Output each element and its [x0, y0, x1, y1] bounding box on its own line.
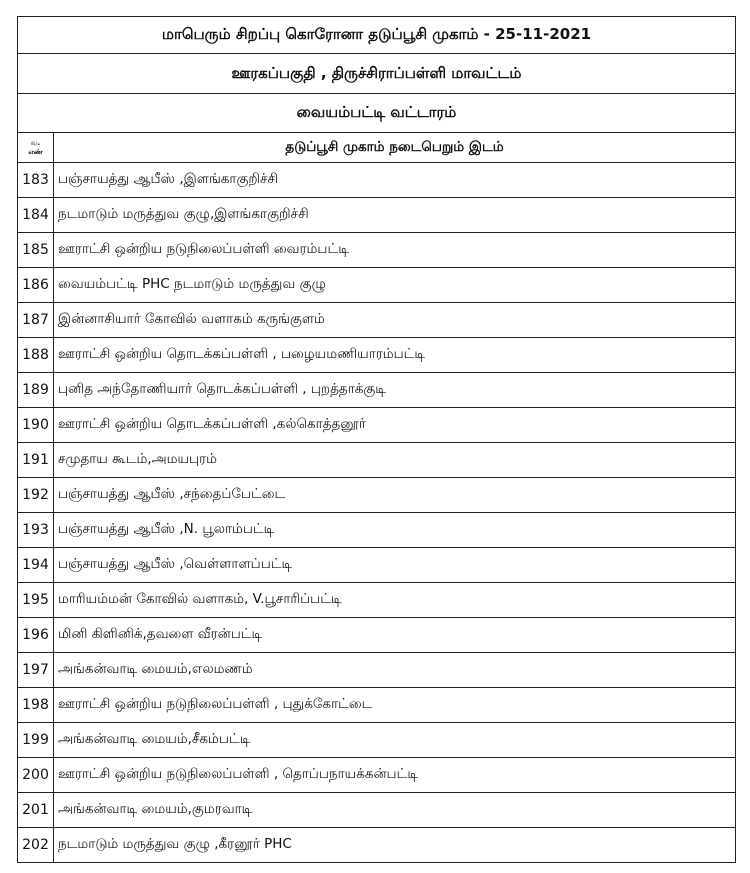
table-row: [18, 233, 736, 268]
table-row: [18, 513, 736, 548]
camp-location: பஞ்சாயத்து ஆபீஸ் ,N. பூலாம்பட்டி: [54, 513, 736, 548]
serial-number: 183: [18, 163, 54, 198]
serial-number: 184: [18, 198, 54, 233]
camp-location: சமுதாய கூடம்,அமயபுரம்: [54, 443, 736, 478]
table-row: [18, 443, 736, 478]
serial-number: 199: [18, 723, 54, 758]
table-row: [18, 618, 736, 653]
camp-location: அங்கன்வாடி மையம்,குமரவாடி: [54, 793, 736, 828]
serial-number: 188: [18, 338, 54, 373]
table-row: [18, 373, 736, 408]
serial-number: 189: [18, 373, 54, 408]
camp-location: ஊராட்சி ஒன்றிய தொடக்கப்பள்ளி , பழையமணியாரம்பட்டி: [54, 338, 736, 373]
serial-header: [18, 133, 54, 163]
camp-location: மினி கிளினிக்,தவளை வீரன்பட்டி: [54, 618, 736, 653]
serial-number: 201: [18, 793, 54, 828]
table-row: [18, 793, 736, 828]
table-row: [18, 583, 736, 618]
serial-number: 193: [18, 513, 54, 548]
camp-location: வையம்பட்டி PHC நடமாடும் மருத்துவ குழு: [54, 268, 736, 303]
block-title: வையம்பட்டி வட்டாரம்: [18, 94, 736, 133]
camp-location: அங்கன்வாடி மையம்,எலமணம்: [54, 653, 736, 688]
serial-header-line2: எண்: [28, 147, 43, 156]
serial-number: 195: [18, 583, 54, 618]
camp-location: பஞ்சாயத்து ஆபீஸ் ,இளங்காகுறிச்சி: [54, 163, 736, 198]
camp-location: ஊராட்சி ஒன்றிய நடுநிலைப்பள்ளி , தொப்பநாயக்கன்பட்டி: [54, 758, 736, 793]
serial-number: 191: [18, 443, 54, 478]
table-row: [18, 163, 736, 198]
serial-number: 186: [18, 268, 54, 303]
camp-title: மாபெரும் சிறப்பு கொரோனா தடுப்பூசி முகாம் - 25-11-2021: [18, 17, 736, 54]
table-row: [18, 408, 736, 443]
camp-location: புனித அந்தோணியார் தொடக்கப்பள்ளி , புறத்தாக்குடி: [54, 373, 736, 408]
camp-location: ஊராட்சி ஒன்றிய நடுநிலைப்பள்ளி , புதுக்கோட்டை: [54, 688, 736, 723]
column-header-row: [18, 133, 736, 163]
camp-location: நடமாடும் மருத்துவ குழு ,கீரனூர் PHC: [54, 828, 736, 863]
camp-location: பஞ்சாயத்து ஆபீஸ் ,வெள்ளாளப்பட்டி: [54, 548, 736, 583]
camp-location: ஊராட்சி ஒன்றிய நடுநிலைப்பள்ளி வைரம்பட்டி: [54, 233, 736, 268]
camp-location: அங்கன்வாடி மையம்,சீகம்பட்டி: [54, 723, 736, 758]
camp-location: நடமாடும் மருத்துவ குழு,இளங்காகுறிச்சி: [54, 198, 736, 233]
camp-location: மாரியம்மன் கோவில் வளாகம், V.பூசாரிப்பட்டி: [54, 583, 736, 618]
table-row: [18, 338, 736, 373]
table-row: [18, 303, 736, 338]
table-row: [18, 478, 736, 513]
serial-number: 190: [18, 408, 54, 443]
table-row: [18, 723, 736, 758]
block-row: [18, 94, 736, 133]
serial-header-line1: வ.: [30, 138, 41, 147]
table-row: [18, 198, 736, 233]
table-row: [18, 548, 736, 583]
table-row: [18, 828, 736, 863]
serial-number: 196: [18, 618, 54, 653]
table-row: [18, 688, 736, 723]
camp-location: பஞ்சாயத்து ஆபீஸ் ,சந்தைப்பேட்டை: [54, 478, 736, 513]
title-row: [18, 17, 736, 54]
serial-number: 187: [18, 303, 54, 338]
serial-number: 185: [18, 233, 54, 268]
camp-location: ஊராட்சி ஒன்றிய தொடக்கப்பள்ளி ,கல்கொத்தனூர்: [54, 408, 736, 443]
serial-number: 197: [18, 653, 54, 688]
area-title: ஊரகப்பகுதி , திருச்சிராப்பள்ளி மாவட்டம்: [18, 54, 736, 94]
serial-number: 194: [18, 548, 54, 583]
place-header: தடுப்பூசி முகாம் நடைபெறும் இடம்: [54, 133, 736, 163]
area-row: [18, 54, 736, 94]
table-row: [18, 758, 736, 793]
serial-number: 202: [18, 828, 54, 863]
vaccination-camp-table: [17, 16, 736, 863]
serial-number: 198: [18, 688, 54, 723]
camp-location: இன்னாசியார் கோவில் வளாகம் கருங்குளம்: [54, 303, 736, 338]
table-row: [18, 268, 736, 303]
serial-number: 192: [18, 478, 54, 513]
serial-number: 200: [18, 758, 54, 793]
table-row: [18, 653, 736, 688]
